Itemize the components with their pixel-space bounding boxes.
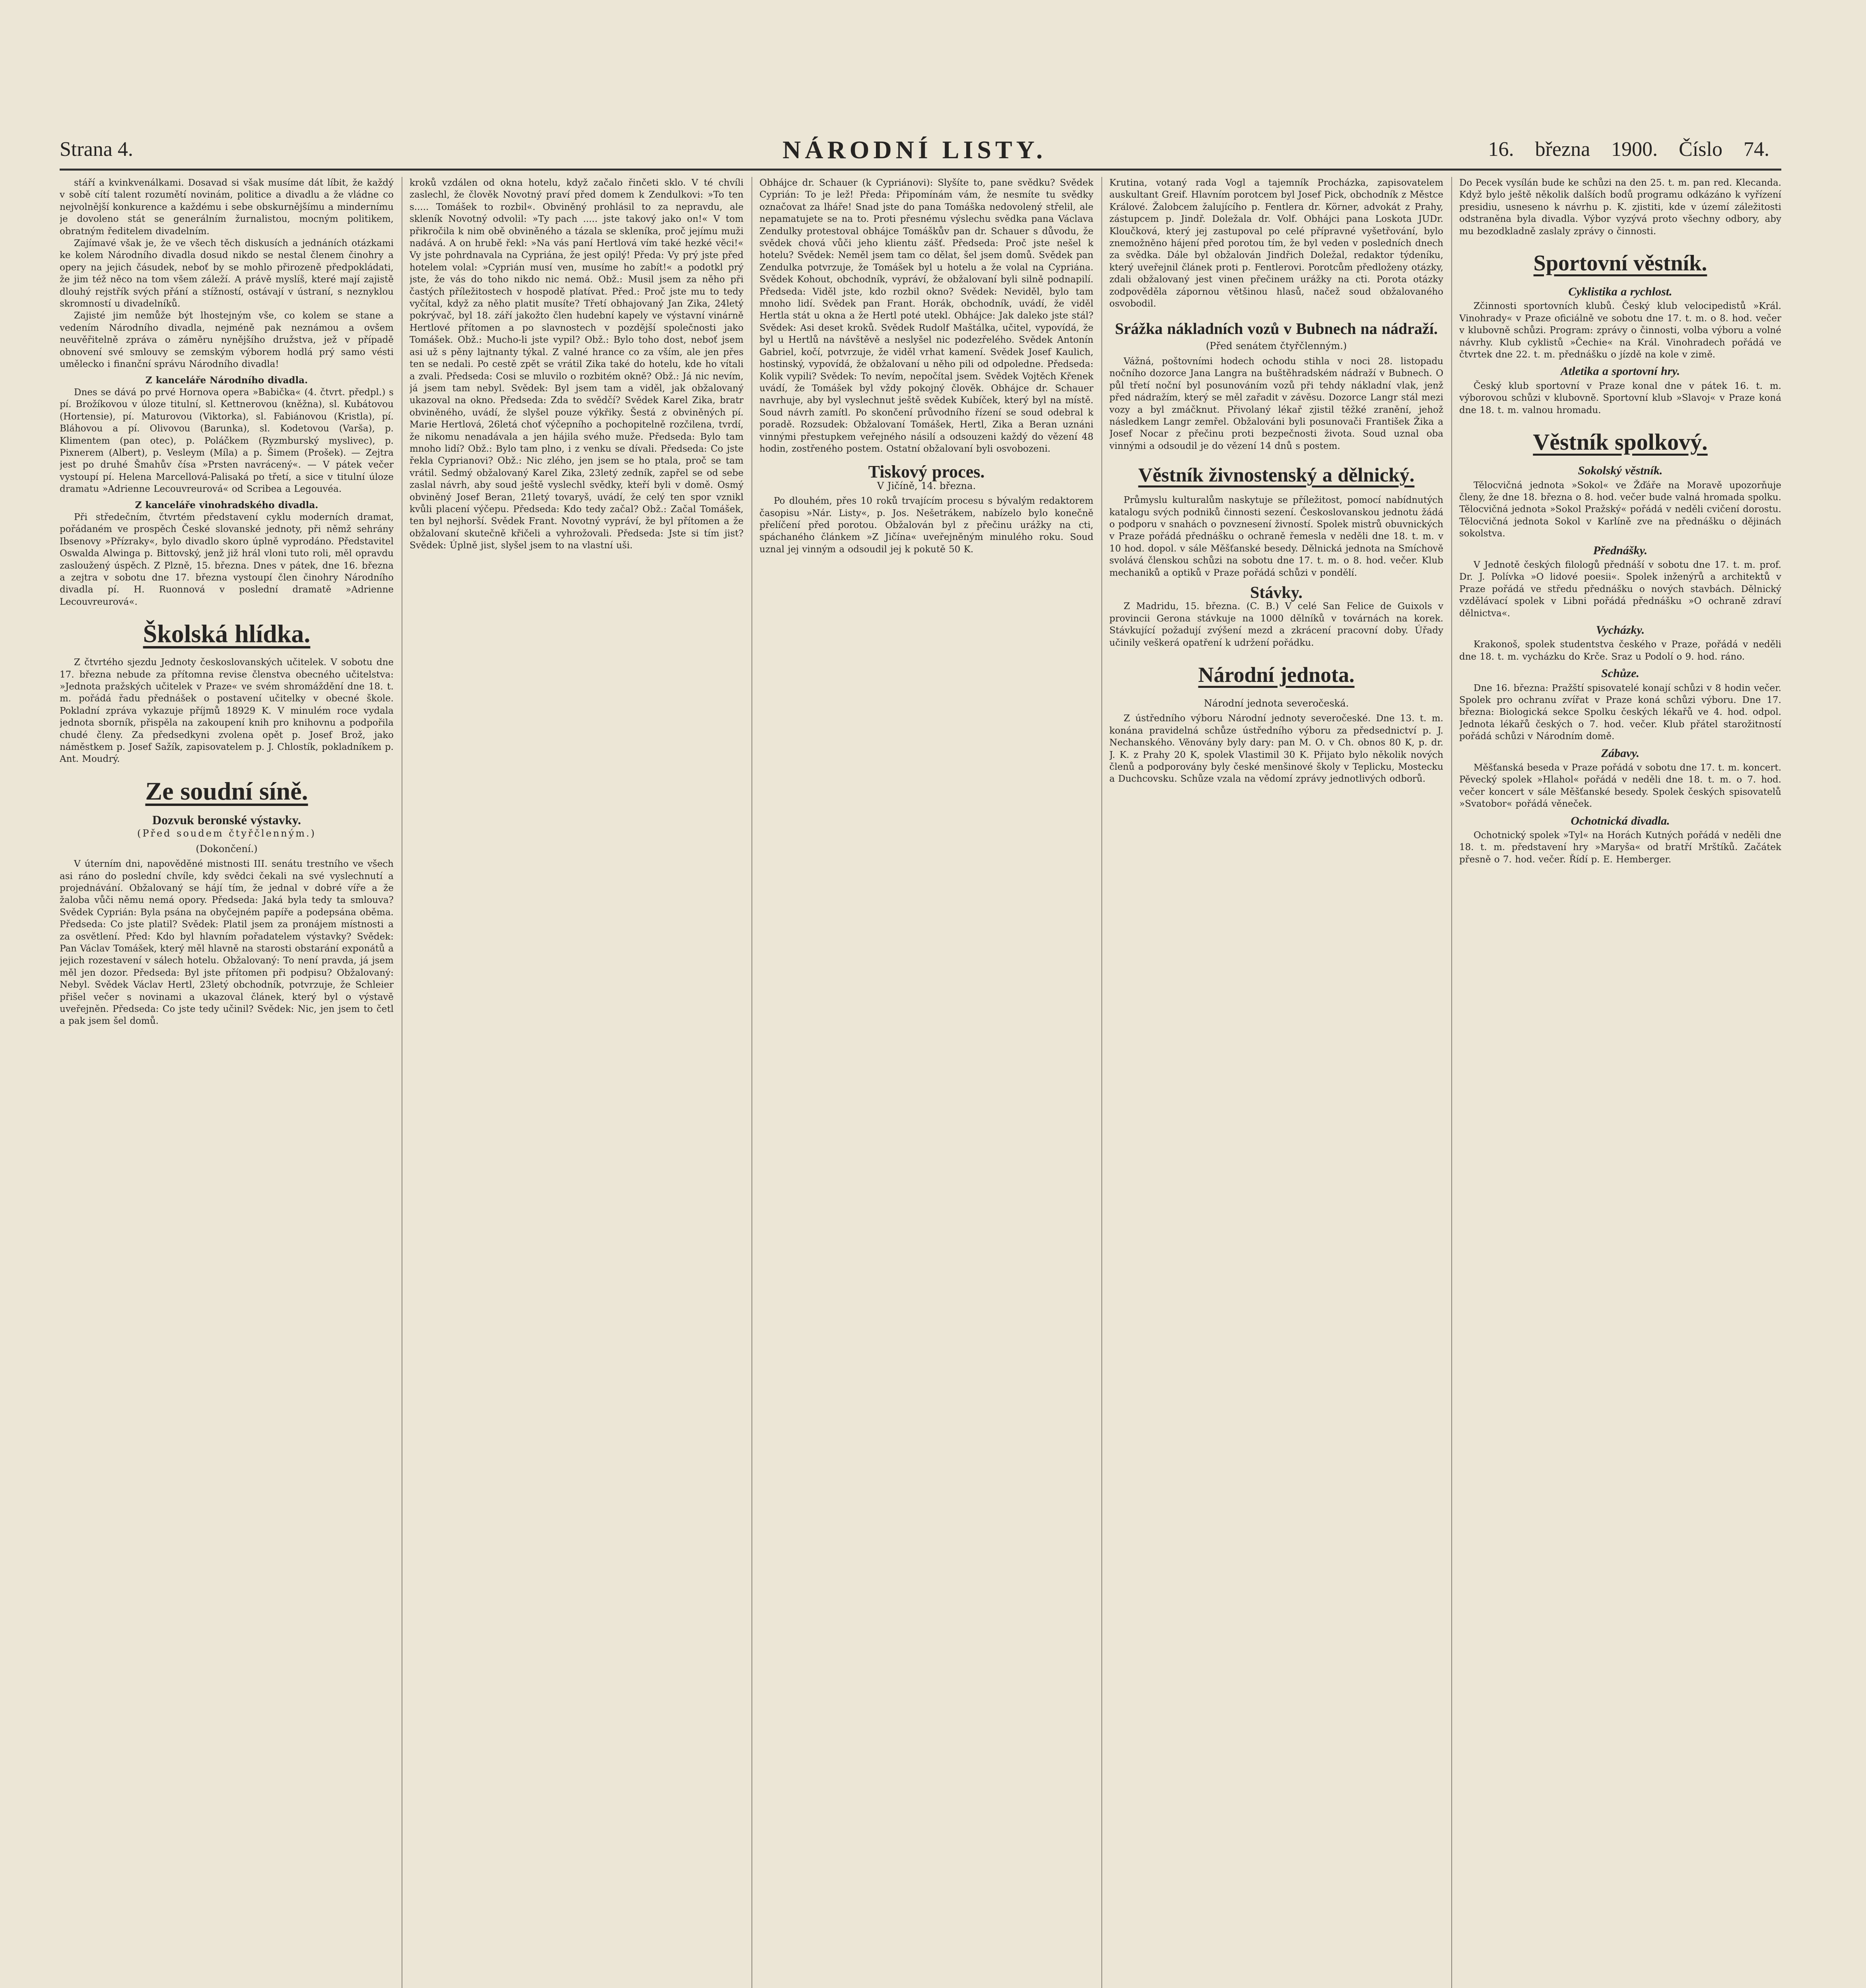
article-text: Český klub sportovní v Praze konal dne v pátek 16. t. m. výborovou schůzi v klubovně. Sportovní klub »Slavoj« v Praze koná dne 18. t. m. valnou hromadu. bbox=[1459, 381, 1781, 415]
section-title-sport: Sportovní věstník. bbox=[1533, 251, 1707, 276]
article-text: Zčinnosti sportovních klubů. Český klub velocipedistů »Král. Vinohrady« v Praze oficiálně ve sobotu dne 17. t. m. o 8. hod. večer v klubovně schůzi. Program: zprávy o činnosti, volba výboru a volné návrhy. Klub cyklistů »Čechie« na Král. Vinohradech pořádá ve čtvrtek dne 22. t. m. přednášku o jízdě na kole v zimě. bbox=[1459, 301, 1781, 360]
section-title-spolkovy: Věstník spolkový. bbox=[1533, 429, 1708, 455]
subsection-heading: Sokolský věstník. bbox=[1578, 464, 1663, 478]
section-title-narodni: Národní jednota. bbox=[1198, 663, 1355, 687]
masthead-title: NÁRODNÍ LISTY. bbox=[783, 136, 1047, 164]
section-title-vestnik: Věstník živnostenský a dělnický. bbox=[1138, 464, 1415, 486]
article-text: V Jednotě českých filologů přednáší v sobotu dne 17. t. m. prof. Dr. J. Polívka »O lidové poesii«. Spolek inženýrů a architektů v Praze pořádá ve středu přednášku o nových stavbách. Dělnický vzdělávací spolek v Libni pořádá přednášku »O ochraně zdraví dělnictva«. bbox=[1459, 559, 1781, 619]
issue-date: 16. března 1900. bbox=[1488, 138, 1658, 161]
article-text: stáří a kvinkvenálkami. Dosavad si však musíme dát líbit, že každý v sobě cítí talent rozumětí novinám, politice a divadlu a že vládne co nejvolnější konkurence a každému i sebe obskurnějšímu a mindernímu je dovoleno stát se generálním žurnalistou, mocným politikem, obratným ředitelem divadelním. bbox=[60, 178, 394, 237]
article-text: Tělocvičná jednota »Sokol« ve Žďáře na Moravě upozorňuje členy, že dne 18. března o 8. hod. večer bude valná hromada spolku. Tělocvičná jednota »Sokol Pražský« pořádá v neděli cvičení dorostu. Tělocvičná jednota Sokol v Karlíně zve na přednášku o dějinách sokolstva. bbox=[1459, 480, 1781, 539]
column-3 bbox=[759, 177, 1093, 1988]
column-2 bbox=[410, 177, 744, 1988]
column-divider bbox=[1101, 177, 1102, 1988]
article-subtitle: Národní jednota severočeská. bbox=[1204, 698, 1349, 709]
section-title-skolska: Školská hlídka. bbox=[143, 619, 311, 648]
article-text: Při středečním, čtvrtém představení cyklu moderních dramat, pořádaném ve prospěch České slovanské jednoty, při němž sehrány Ibsenovy »Přízraky«, bylo divadlo skoro úplně vyprodáno. Představitel Oswalda Alwinga p. Bittovský, jenž již hrál vloni tuto roli, měl opravdu zasloužený úspěch. Z Plzně, 15. března. Dnes v pátek, dne 16. března a zejtra v sobotu dne 17. března vystoupí člen činohry Národního divadla pí. H. Ruonnová v poslední dramatě »Adrienne Lecouvreurová«. bbox=[60, 512, 394, 607]
article-text: V úterním dni, napověděné mistnosti III. senátu trestního ve všech asi ráno do poslední chvíle, kdy svědci čekali na své vyslechnutí a projednávání. Obžalovaný se hájí tím, že jednal v dobré víře a že žaloba vůči němu nemá opory. Předseda: Jaká byla tedy ta smlouva? Svědek Cyprián: Byla psána na obyčejném papíře a podepsána oběma. Předseda: Co jste platil? Svědek: Platil jsem za pronájem místnosti a za osvětlení. Před: Kdo byl hlavním pořadatelem výstavky? Svědek: Pan Václav Tomášek, který měl hlavně na starosti obstarání exponátů a jejich rozestavení v sálech hotelu. Obžalovaný: To není pravda, já jsem měl jen dozor. Předseda: Byl jste přítomen při podpisu? Obžalovaný: Nebyl. Svědek Václav Hertl, 23letý obchodník, potvrzuje, že Schleier přišel večer s novinami a ukazoval článek, který byl o výstavě uveřejněn. Předseda: Co jste tedy učinil? Svědek: Nic, jen jsem to četl a pak jsem šel domů. bbox=[60, 859, 394, 1027]
article-text: Krutina, votaný rada Vogl a tajemník Procházka, zapisovatelem auskultant Greif. Hlavním porotcem byl Josef Pick, obchodník z Městce Králové. Žalobcem žalujícího p. Fentlera dr. Körner, advokát z Prahy, zástupcem p. Jindř. Doležala dr. Volf. Obhájci pana Loskota JUDr. Kloučková, který jej zastupoval po celé přípravné vyšetřování, bylo znemožněno hájení před porotou tím, že byl veden v posledních dnech za svědka. Dále byl obžalován Jindřich Doležal, redaktor týdeníku, který uveřejnil článek proti p. Fentlerovi. Porotcům předloženy otázky, zdali obžalovaný jest vinen přečinem urážky na cti. Porota otázky zodpověděla zápornou většinou hlasů, načež soud obžalovaného osvobodil. bbox=[1109, 178, 1443, 309]
article-text: kroků vzdálen od okna hotelu, když začalo řinčeti sklo. V té chvíli zaslechl, že člověk Novotný praví před domem k Zendulkovi: »To ten s..... Tomášek to rozbil«. Obviněný prohlásil to za nepravdu, ale skleník Novotný odvolil: »Ty pach ..... jste takový jako on!« V tom přikročila k nim obě obviněného a tázala se skleníka, proč jejímu muži nadává. A on hrubě řekl: »Na vás paní Hertlová vím také hezké věci!« Vy jste pohrdnavala na Cypriána, že jest opilý! Předa: Vy prý jste před hotelem volal: »Cyprián musí ven, musíme ho zabít!« a podotkl prý jste, že vás do toho nikdo nic nemá. Obž.: Musil jsem za něho při častých příležitostech v hospodě platívat. Před.: Proč jste mu to tedy vyčítal, když za něho platit musíte? Třetí obhajovaný Jan Zika, 24letý pokrývač, byl 18. září jakožto člen hudební kapely ve výstavní vinárně Hertlové přítomen a po slavnostech v pozdější společnosti jako Tomášek. Obž.: Mucho-li jste vypil? Obž.: Bylo toho dost, neboť jsem asi už s pěny lajtnanty týkal. Z valné hrance co za vším, ale jen přes ten se nedali. Po cestě zpět se vrátil Zika také do hotelu, kde ho vítali a zvali. Předseda: Cosi se mluvilo o rozbitém okně? Obž.: Já nic nevím, já jsem tam nebyl. Svědek: Byl jsem tam a viděl, jak obžalovaný ukazoval na okno. Předseda: Zda to svědčí? Svědek Karel Zika, bratr obviněného, uvádí, že slyšel pouze výkřiky. Šestá z obviněných pí. Marie Hertlová, 26letá choť výčepního a pochopitelně rozčilena, tvrdí, že nikomu nenadávala a jen hájila svého muže. Předseda: Bylo tam mnoho lidí? Obž.: Bylo tam plno, i z venku se dívali. Předseda: Co jste řekla Cyprianovi? Obž.: Nic zlého, jen jsem se ho ptala, proč se tam vrátil. Sedmý obžalovaný Karel Zika, 23letý zedník, zapřel se od sebe zaslal návrh, aby soud ještě vyslechl svědky, kteří byli v domě. Osmý obviněný Josef Beran, 21letý tovaryš, uvádí, že celý ten spor vznikl kvůli placení výčepu. Předseda: Kdo tedy začal? Obž.: Začal Tomášek, ten byl nejhorší. Svědek Frant. Novotný vypráví, že byl přítomen a že obžalovaní skutečně křičeli a vyhrožovali. Předseda: Jste si tím jist? Svědek: Úplně jist, slyšel jsem to na vlastní uši. bbox=[410, 178, 744, 551]
article-text: Zajisté jim nemůže být lhostejným vše, co kolem se stane a vedením Národního divadla, nejméně pak neznámou a ovšem neuvěřitelně zpráva o záměru nynějšího družstva, jež v případě obnovení své smlouvy se zemským výborem hodlá prý samo vésti umělecko i finanční správu Národního divadla! bbox=[60, 311, 394, 370]
header-rule bbox=[60, 169, 1781, 171]
article-text: Z čtvrtého sjezdu Jednoty českoslovanských učitelek. V sobotu dne 17. března nebude za přítomna revise členstva obecného učitelstva: »Jednota pražských učitelek v Praze« ve svém shromáždění dne 18. t. m. pořádá řadu přednášek o postavení učitelky v obecné škole. Pokladní zpráva vykazuje příjmů 18929 K. V minulém roce vydala jednota sborník, přispěla na zakoupení knih pro knihovnu a podpořila chudé členy. Za předsedkyni zvolena opět p. Josef Brož, jako náměstkem p. Josef Sažík, zapisovatelem p. J. Chlostík, pokladníkem p. Ant. Moudrý. bbox=[60, 657, 394, 765]
article-subtitle: (Před soudem čtyřčlenným.) bbox=[137, 828, 316, 839]
article-text: Zajímavé však je, že ve všech těch diskusích a jednáních otázkami ke kolem Národního divadla dosud nikdo se nestal členem činohry a opery na jejich čásudek, neboť by se mohlo přirozeně předpokládati, že jim též něco na tom všem záleží. A právě myslíš, které mají zajistě dlouhý rejstřík svých přání a stížností, ostávají v ústraní, s neznyklou skromností u divadelníků. bbox=[60, 238, 394, 309]
subsection-heading: Cyklistika a rychlost. bbox=[1568, 285, 1672, 299]
page-header bbox=[60, 138, 1769, 169]
subsection-heading: Vycházky. bbox=[1596, 623, 1645, 637]
article-title: Stávky. bbox=[1250, 583, 1303, 602]
article-text: Do Pecek vysílán bude ke schůzi na den 25. t. m. pan red. Klecanda. Když bylo ještě několik dalších bodů programu odkázáno k vyřízení presidiu, usneseno k návrhu p. K. zjistiti, kde v území záležitosti odstraněna byla divadla. Výbor vyzývá proto všechny odbory, aby mu bezodkladně zaslaly zprávy o činnosti. bbox=[1459, 178, 1781, 237]
subsection-heading: Zábavy. bbox=[1601, 746, 1640, 760]
article-text: Obhájce dr. Schauer (k Cypriánovi): Slyšíte to, pane svědku? Svědek Cyprián: To je lež! Předa: Připomínám vám, že nesmíte tu svědky označovat za lháře! Snad jste do pana Tomáška nedovolený střelil, ale nepamatujete se na to. Proti přesnému výslechu svědka pana Václava Zendulky protestoval obhájce Tomáškův pan dr. Schauer s důvodu, že svědek chová vůči jeho klientu zášť. Předseda: Proč jste nešel k hotelu? Svědek: Neměl jsem tam co dělat, šel jsem domů. Svědek pan Zendulka potvrzuje, že Tomášek byl u hotelu a že volal na Cypriána. Svědek Kohout, obchodník, vypráví, že obžalovaní byli silně podnapilí. Předseda: Viděl jste, kdo rozbil okno? Svědek: Neviděl, bylo tam mnoho lidí. Svědek pan Frant. Horák, obchodník, uvádí, že viděl Hertla stát u okna a že Hertl poté utekl. Obhájce: Jak daleko jste stál? Svědek: Asi deset kroků. Svědek Rudolf Maštálka, učitel, vypovídá, že byl u Hertlů na návštěvě a neslyšel nic podezřelého. Svědek Antonín Gabriel, kočí, potvrzuje, že viděl vrhat kamení. Svědek Josef Kaulich, hostinský, vypovídá, že obžalovaní u něho pili od odpoledne. Předseda: Kolik vypili? Svědek: To nevím, nepočítal jsem. Svědek Vojtěch Křenek uvádí, že Tomášek byl vždy pokojný člověk. Obhájce dr. Schauer navrhuje, aby byl vyslechnut ještě svědek Kubíček, který byl na místě. Soud návrh zamítl. Po skončení průvodního řízení se soud odebral k poradě. Rozsudek: Obžalovaní Tomášek, Hertl, Zika a Beran uznáni vinnými přestupkem veřejného násilí a odsouzeni každý do vězení 48 hodin, zostřeného postem. Ostatní obžalovaní byli osvobozeni. bbox=[759, 178, 1093, 454]
article-text: Měšťanská beseda v Praze pořádá v sobotu dne 17. t. m. koncert. Pěvecký spolek »Hlahol« pořádá v neděli dne 18. t. m. o 7. hod. večer koncert v sále Měšťanské besedy. Spolek českých spisovatelů »Svatobor« pořádá věneček. bbox=[1459, 763, 1781, 810]
column-divider bbox=[1451, 177, 1452, 1988]
subsection-heading: Přednášky. bbox=[1593, 544, 1648, 557]
article-text: Dnes se dává po prvé Hornova opera »Babička« (4. čtvrt. předpl.) s pí. Brožíkovou v úloze titulní, sl. Kettnerovou (kněžna), sl. Kubátovou (Hortensie), pí. Maturovou (Viktorka), sl. Fabiánovou (Kristla), pí. Bláhovou a pí. Olivovou (Barunka), sl. Kodetovou (Varša), p. Klimentem (pan otec), p. Poláčkem (Ryzmburský myslivec), p. Pixnerem (Albert), p. Vesleym (Míla) a p. Šimem (Prošek). — Zejtra jest po druhé Šmahův čísa »Prsten navrácený«. — V pátek večer vystoupí pí. Helena Marcellová-Palisaká po třetí, a sice v titulní úloze dramatu »Adrienne Lecouvreurová« od Scribea a Legouvéa. bbox=[60, 387, 394, 495]
subsection-heading: Atletika a sportovní hry. bbox=[1560, 365, 1680, 378]
article-title: Dozvuk beronské výstavky. bbox=[152, 812, 301, 827]
page-number: Strana 4. bbox=[60, 138, 133, 161]
article-text: Ochotnický spolek »Tyl« na Horách Kutných pořádá v neděli dne 18. t. m. představení hry »Maryša« od bratří Mrštíků. Začátek přesně o 7. hod. večer. Řídí p. E. Hemberger. bbox=[1459, 830, 1781, 865]
section-heading: Z kanceláře Národního divadla. bbox=[145, 375, 308, 386]
article-text: Průmyslu kulturalům naskytuje se příležitost, pomocí nabídnutých katalogu svých podniků činnosti sezení. Českoslovanskou jednotu žádá o podporu v snahách o povznesení živností. Spolek mistrů obuvnických v Praze pořádá přednášku o ochraně řemesla v neděli dne 18. t. m. v 10 hod. dopol. v sále Měšťanské besedy. Dělnická jednota na Smíchově svolává členskou schůzi na sobotu dne 17. t. m. o 8. hod. večer. Klub mechaniků a optiků v Praze pořádá schůzi v pondělí. bbox=[1109, 495, 1443, 578]
article-subtitle: V Jičíně, 14. března. bbox=[877, 480, 976, 491]
article-title: Srážka nákladních vozů v Bubnech na nádraží. bbox=[1115, 320, 1438, 338]
column-1 bbox=[60, 177, 394, 1988]
issue-info bbox=[1488, 138, 1769, 161]
subsection-heading: Schůze. bbox=[1601, 667, 1639, 680]
article-text: Po dlouhém, přes 10 roků trvajícím procesu s bývalým redaktorem časopisu »Nár. Listy«, p. Jos. Nešetrákem, nabízelo bylo konečně přelíčení před porotou. Obžalován byl z přečinu urážky na cti, spáchaného článkem »Z Jičína« uveřejněným minulého roku. Soud uznal jej vinným a odsoudil jej k pokutě 50 K. bbox=[759, 496, 1093, 555]
article-text: Z ústředního výboru Národní jednoty severočeské. Dne 13. t. m. konána pravidelná schůze ústředního výboru za předsednictví p. J. Nechanského. Věnovány byly dary: pan M. O. v Ch. obnos 80 K, p. dr. J. K. z Prahy 20 K, spolek Vlastimil 30 K. Přijato bylo několik nových členů a podporovány byly české menšinové školy v Teplicku, Mostecku a Duchcovsku. Schůze vzala na vědomí zprávy jednotlivých odborů. bbox=[1109, 713, 1443, 784]
column-5 bbox=[1459, 177, 1781, 1988]
article-continuation: (Dokončení.) bbox=[196, 843, 258, 854]
subsection-heading: Ochotnická divadla. bbox=[1571, 814, 1670, 827]
article-text: Z Madridu, 15. března. (C. B.) V celé San Felice de Guixols v provincii Gerona stávkuje na 1000 dělníků v továrnách na korek. Stávkující požadují zvýšení mezd a zkrácení pracovní doby. Úřady učinily veškerá opatření k udržení pořádku. bbox=[1109, 601, 1443, 648]
article-text: Krakonoš, spolek studentstva českého v Praze, pořádá v neděli dne 18. t. m. vycházku do Krče. Sraz u Podolí o 9. hod. ráno. bbox=[1459, 639, 1781, 662]
article-subtitle: (Před senátem čtyřčlenným.) bbox=[1206, 340, 1347, 352]
article-text: Dne 16. března: Pražští spisovatelé konají schůzi v 8 hodin večer. Spolek pro ochranu zvířat v Praze koná schůzi výboru. Dne 17. března: Biologická sekce Spolku českých lékařů ve 4. hod. odpol. Jednota lékařů českých o 7. hod. večer. Klub přátel starožitností pořádá schůzi v Národním domě. bbox=[1459, 683, 1781, 742]
column-4 bbox=[1109, 177, 1443, 1988]
issue-number: Číslo 74. bbox=[1679, 138, 1769, 161]
column-divider bbox=[751, 177, 752, 1988]
section-heading: Z kanceláře vinohradského divadla. bbox=[135, 499, 318, 511]
article-title: Tiskový proces. bbox=[868, 462, 985, 482]
article-text: Vážná, poštovními hodech ochodu stihla v noci 28. listopadu nočního dozorce Jana Langra na buštěhradském nádraží v Bubnech. O půl třetí noční byl posunováním vozů při tehdy nákladní vlak, jenž před nádražím, který se měl zařadit v závěsu. Dozorce Langr stál mezi vozy a byl zmáčknut. Přivolaný lékař zjistil těžké zranění, jehož následkem Langr zemřel. Obžalováni byli posunovači František Žika a Josef Nocar z přečinu proti bezpečnosti života. Soud uznal oba vinnými a odsoudil je do vězení 14 dnů s postem. bbox=[1109, 356, 1443, 451]
section-title-soudni: Ze soudní síně. bbox=[145, 777, 308, 805]
